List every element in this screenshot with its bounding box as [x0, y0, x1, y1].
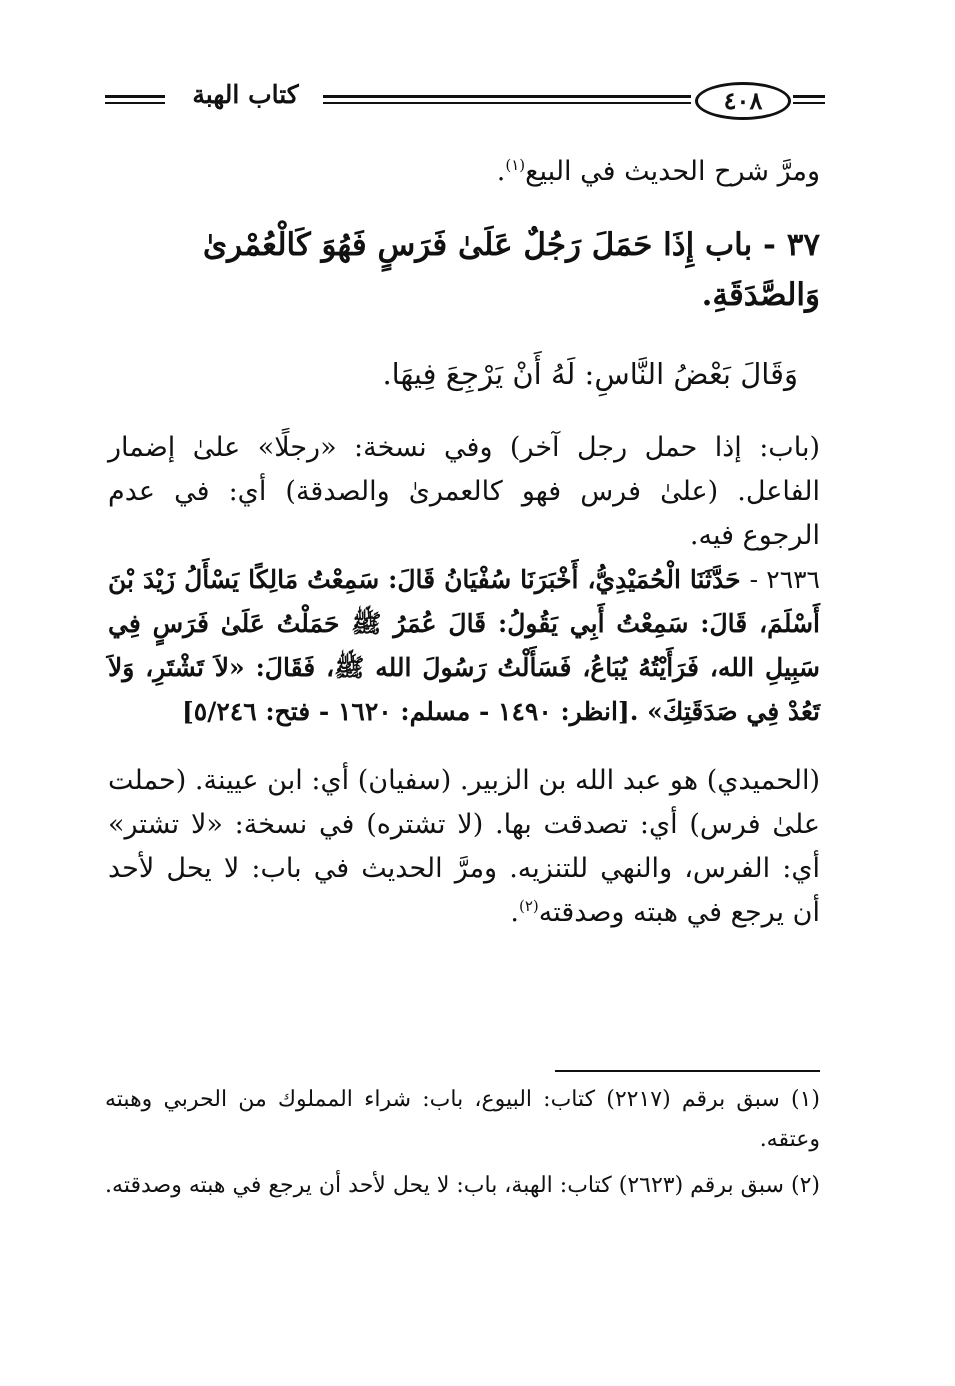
header-rule-left — [105, 95, 165, 107]
footnote-separator — [555, 1070, 820, 1072]
footnotes — [105, 1080, 820, 1212]
commentary-paragraph-1: (باب: إذا حمل رجل آخر) وفي نسخة: «رجلًا» علىٰ إضمار الفاعل. (علىٰ فرس فهو كالعمرىٰ والصدقة) أي: في عدم الرجوع فيه. — [108, 432, 820, 551]
page-number: ٤٠٨ — [695, 82, 791, 120]
header-rule-middle — [323, 95, 691, 107]
hadith-paragraph — [108, 558, 820, 734]
main-text — [108, 150, 820, 935]
footnote-ref-1: (١) — [505, 156, 526, 174]
intro-line-text: ومرَّ شرح الحديث في البيع — [525, 156, 820, 187]
chapter-quote: وَقَالَ بَعْضُ النَّاسِ: لَهُ أَنْ يَرْجِعَ فِيهَا. — [382, 357, 798, 391]
footnote-1: (١) سبق برقم (٢٢١٧) كتاب: البيوع، باب: شراء المملوك من الحربي وهبته وعتقه. — [105, 1087, 820, 1152]
footnote-2: (٢) سبق برقم (٢٦٢٣) كتاب: الهبة، باب: لا يحل لأحد أن يرجع في هبته وصدقته. — [105, 1173, 820, 1198]
hadith-number: ٢٦٣٦ - — [749, 565, 820, 594]
commentary-paragraph-2: (الحميدي) هو عبد الله بن الزبير. (سفيان) أي: ابن عيينة. (حملت علىٰ فرس) أي: تصدقت بها. (لا تشتره) في نسخة: «لا تشتر» أي: الفرس، والنهي للتنزيه. ومرَّ الحديث في باب: لا يحل لأحد أن يرجع في هبته وصدقته$^{(٢)}$. — [108, 765, 820, 928]
running-header — [105, 78, 825, 128]
header-rule-right — [793, 95, 825, 107]
commentary-2-text: (الحميدي) هو عبد الله بن الزبير. (سفيان) أي: ابن عيينة. (حملت علىٰ فرس) أي: تصدقت بها. (لا تشتره) في نسخة: «لا تشتر» أي: الفرس، والنهي للتنزيه. ومرَّ الحديث في باب: لا يحل لأحد أن يرجع في هبته وصدقته — [108, 765, 820, 928]
header-book-title: كتاب الهبة — [192, 80, 299, 109]
chapter-heading: ٣٧ - باب إِذَا حَمَلَ رَجُلٌ عَلَىٰ فَرَسٍ فَهُوَ كَالْعُمْرىٰ وَالصَّدَقَةِ. — [202, 227, 820, 313]
hadith-text: حَدَّثَنَا الْحُمَيْدِيُّ، أَخْبَرَنَا سُفْيَانُ قَالَ: سَمِعْتُ مَالِكًا يَسْأَلُ زَيْدَ بْنَ أَسْلَمَ، قَالَ: سَمِعْتُ أَبِي يَقُولُ: قَالَ عُمَرُ ﷺ حَمَلْتُ عَلَىٰ فَرَسٍ فِي سَبِيلِ الله، فَرَأَيْتُهُ يُبَاعُ، فَسَأَلْتُ رَسُولَ الله ﷺ، فَقَالَ: «لاَ تَشْتَرِ، وَلاَ تَعُدْ فِي صَدَقَتِكَ» .[انظر: ١٤٩٠ - مسلم: ١٦٢٠ - فتح: ٥/٢٤٦] — [108, 565, 820, 726]
intro-line: ومرَّ شرح الحديث في البيع$^{(١)}$. — [496, 156, 820, 187]
footnote-ref-2: (٢) — [518, 897, 539, 915]
